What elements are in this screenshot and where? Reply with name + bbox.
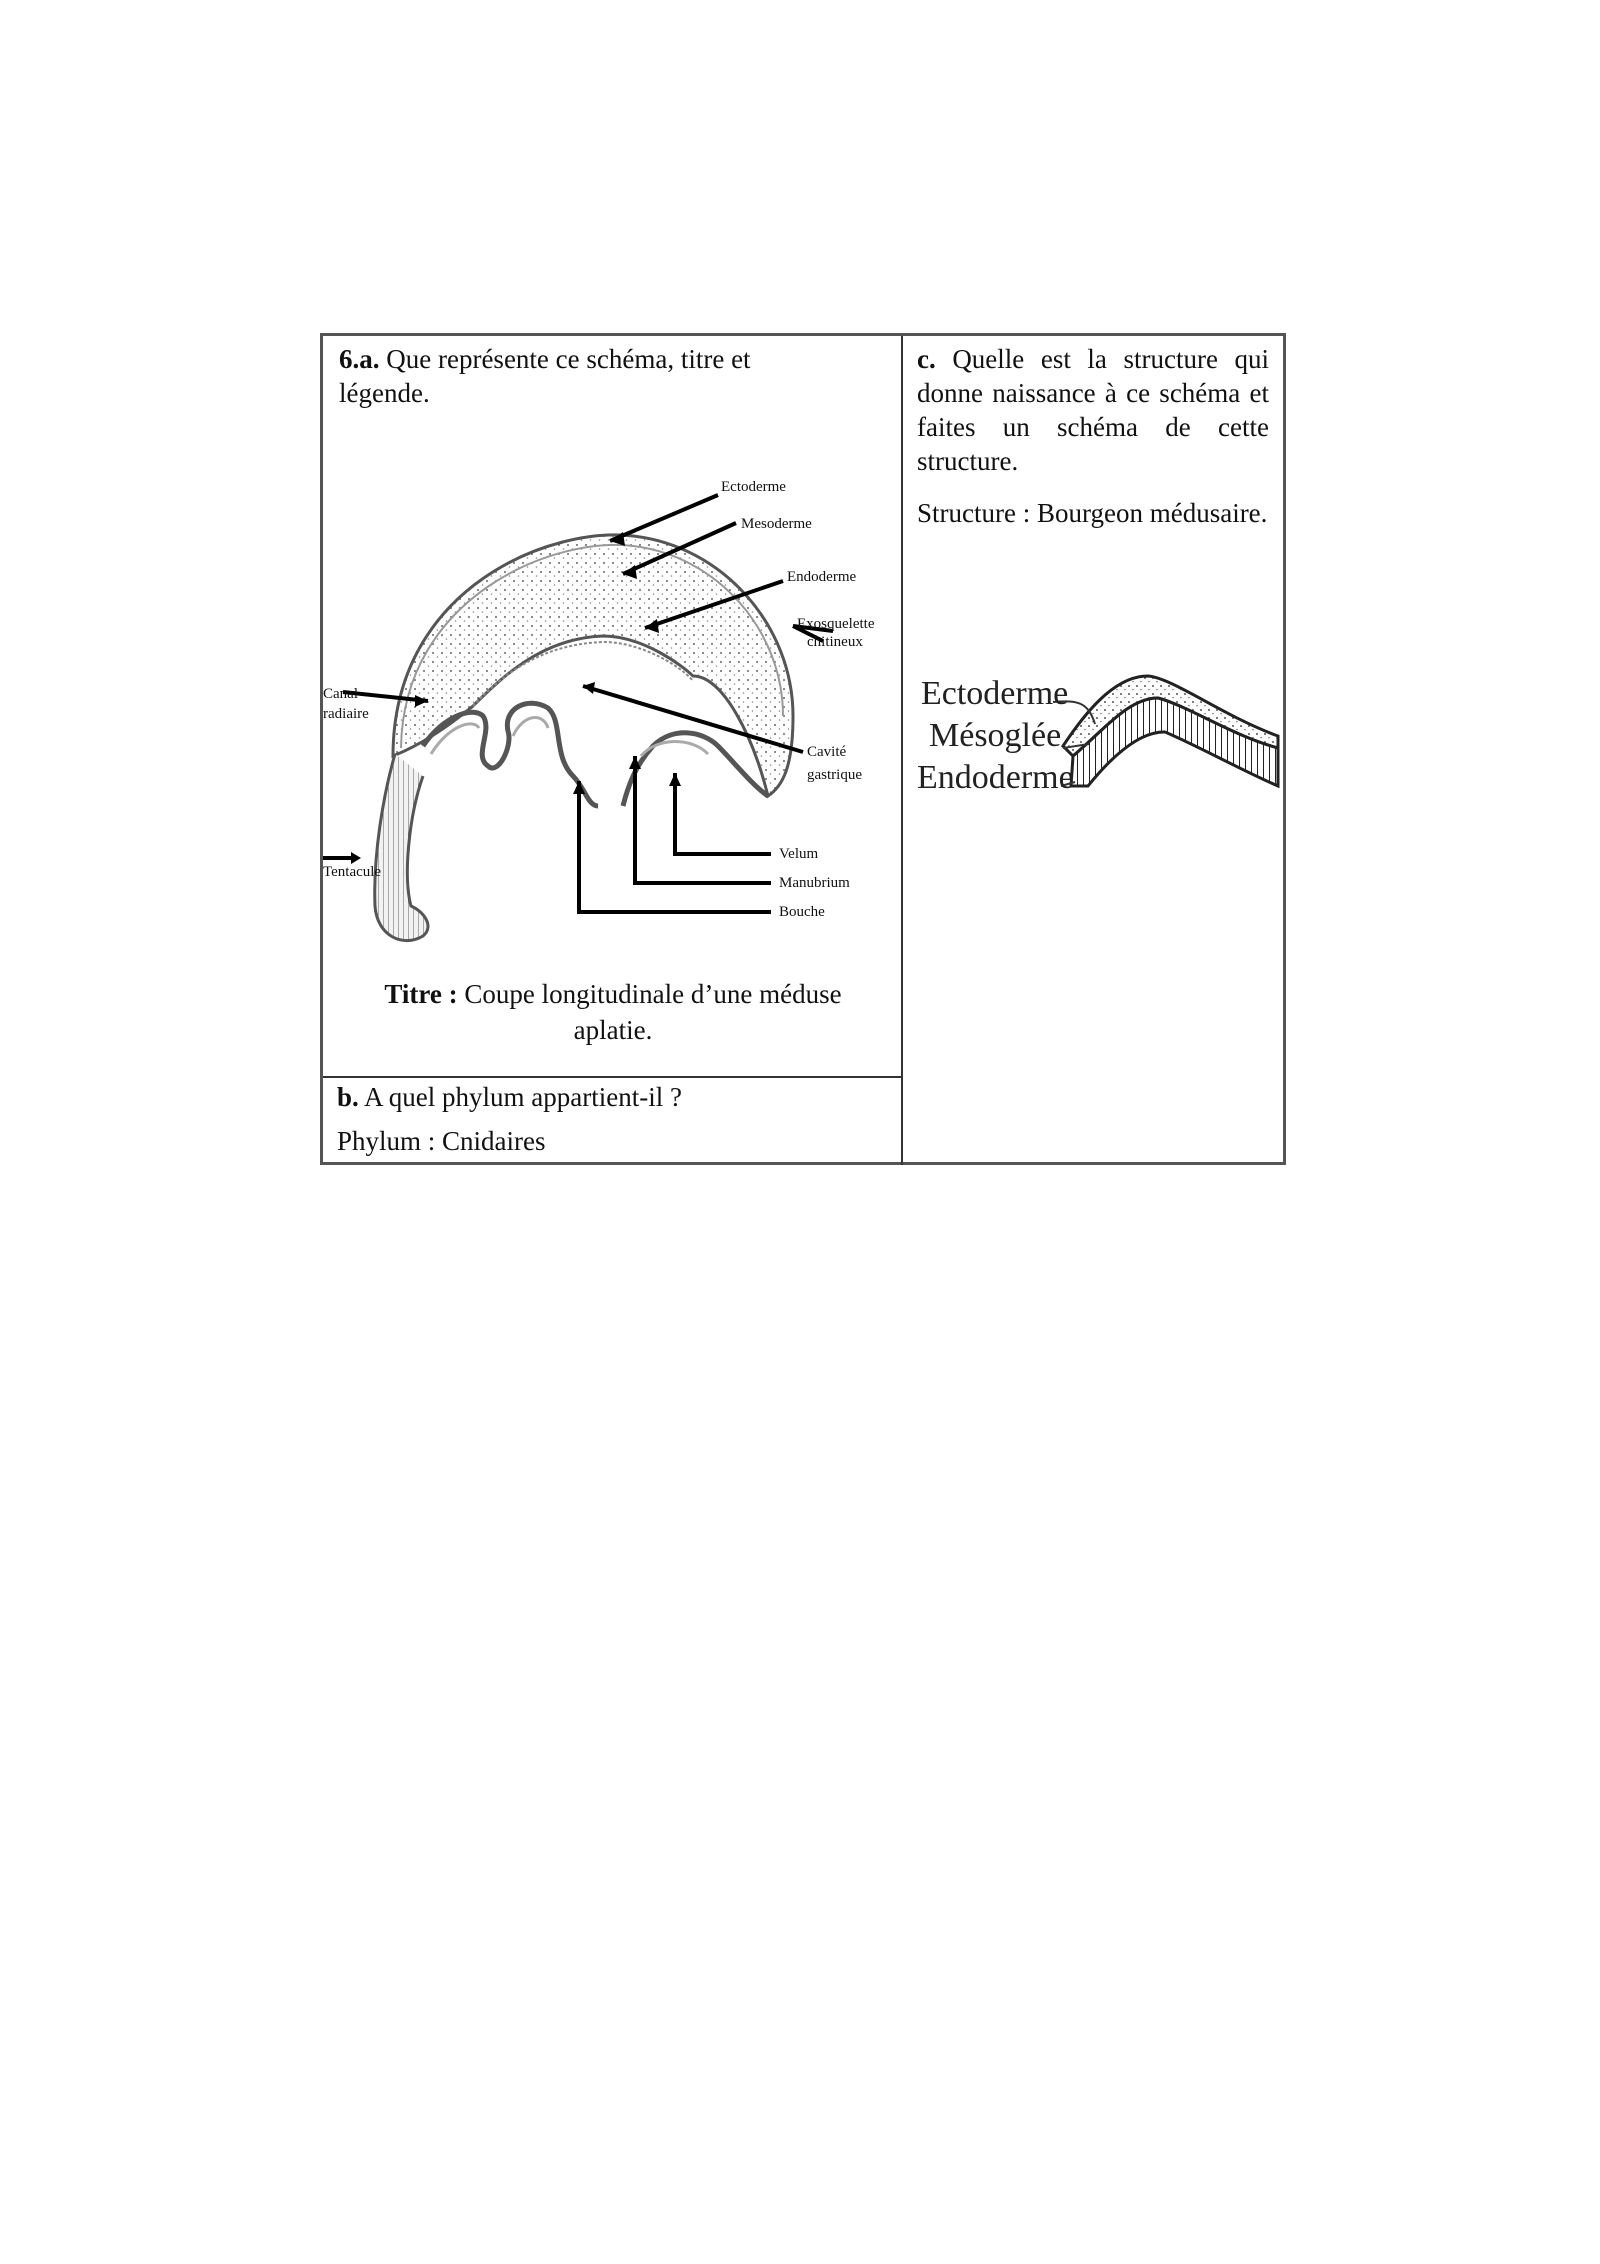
label-endoderme: Endoderme [787, 569, 857, 585]
label-exosquelette-2: chitineux [807, 634, 863, 650]
bud-label-endoderme: Endoderme [917, 759, 1074, 796]
bud-label-mesoglee: Mésoglée [929, 717, 1062, 754]
answer-c: Structure : Bourgeon médusaire. [917, 498, 1268, 528]
cell-question-c [903, 336, 1283, 1165]
label-exosquelette-1: Exosquelette [797, 616, 875, 632]
label-bouche: Bouche [779, 904, 825, 920]
gastric-folds [423, 703, 768, 806]
label-cavite-1: Cavité [807, 744, 847, 760]
label-canal-1: Canal [323, 686, 358, 702]
answer-b: Phylum : Cnidaires [337, 1126, 546, 1156]
cell-question-b [323, 1078, 903, 1165]
label-tentacule: Tentacule [323, 864, 382, 880]
cell-question-6a [323, 336, 903, 1078]
tentacle [375, 754, 428, 941]
bud-diagram [903, 636, 1283, 796]
umbrella-mesoglea [393, 535, 793, 796]
medusa-diagram [323, 336, 903, 956]
label-manubrium: Manubrium [779, 875, 850, 891]
label-velum: Velum [779, 846, 819, 862]
label-mesoderme: Mesoderme [741, 516, 812, 532]
label-ectoderme: Ectoderme [721, 479, 786, 495]
label-canal-2: radiaire [323, 706, 369, 722]
exercise-table [320, 333, 1286, 1165]
question-b: b. A quel phylum appartient-il ? [337, 1082, 682, 1112]
question-c: c. Quelle est la structure qui donne naissance à ce schéma et faites un schéma de cette structure. [917, 344, 1269, 476]
bud-label-ectoderme: Ectoderme [921, 675, 1069, 712]
diagram-title: Titre : Coupe longitudinale d’une méduse aplatie. [384, 979, 842, 1045]
question-6a: 6.a. Que représente ce schéma, titre et légende. [339, 344, 751, 408]
label-cavite-2: gastrique [807, 767, 862, 783]
